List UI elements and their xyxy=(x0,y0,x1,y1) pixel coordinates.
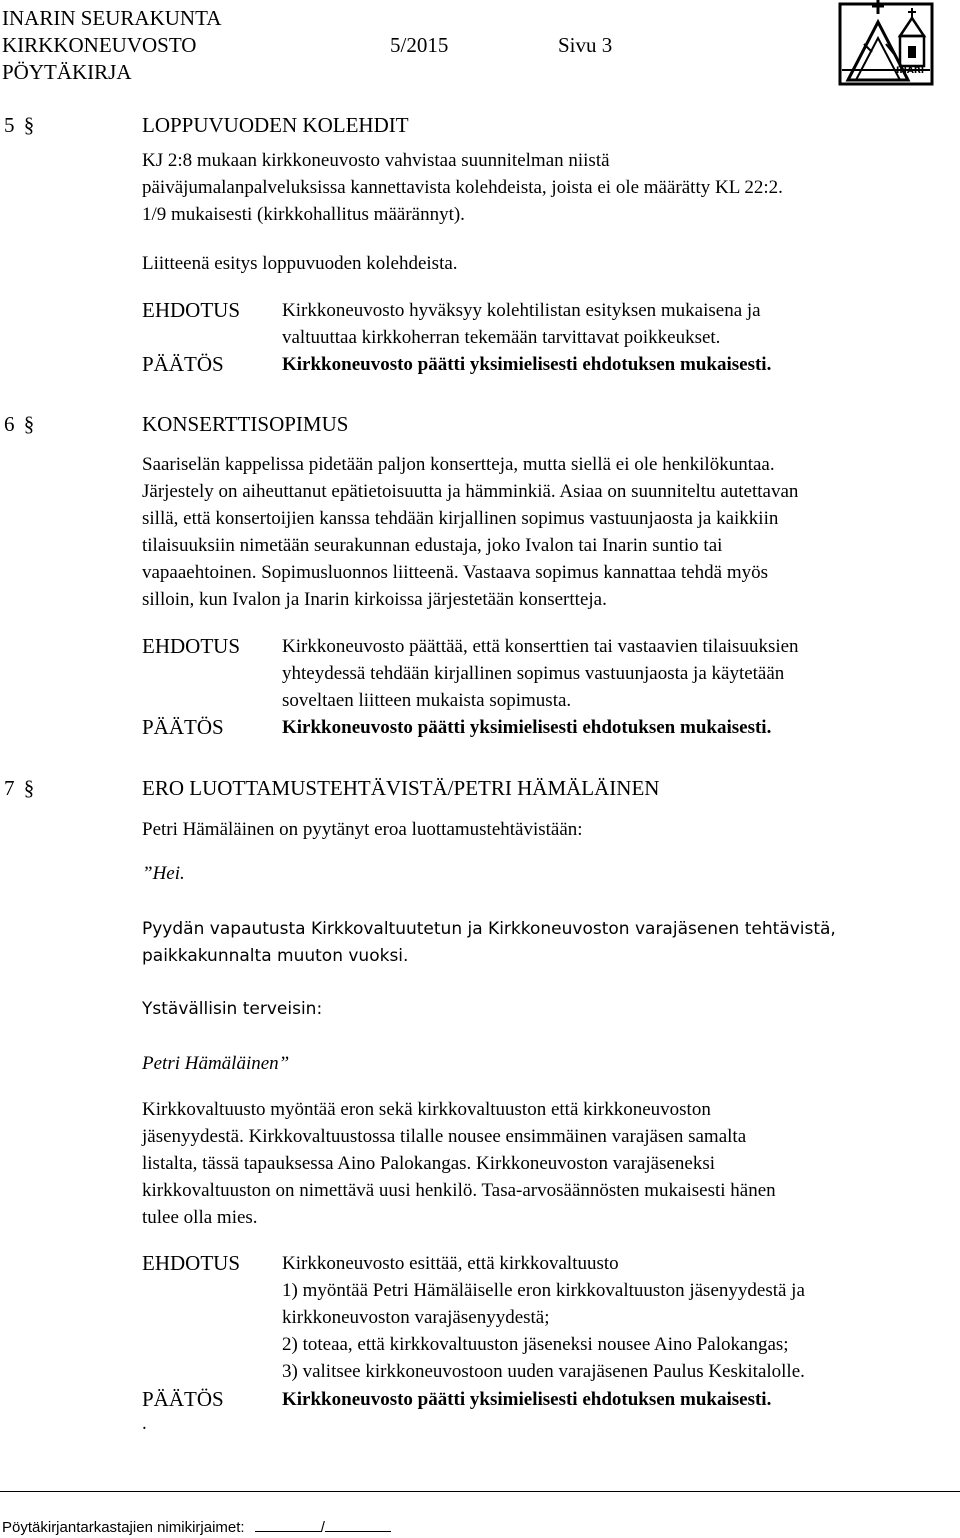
section-title: KONSERTTISOPIMUS xyxy=(142,412,349,436)
letter-body: Pyydän vapautusta Kirkkovaltuutetun ja Kirkkoneuvoston varajäsenen tehtävistä, paikkakunnalta muuton vuoksi. xyxy=(142,919,836,966)
proposal-label: EHDOTUS xyxy=(142,1251,240,1275)
section-paragraph: KJ 2:8 mukaan kirkkoneuvosto vahvistaa suunnitelman niistä päiväjumalanpalveluksissa kannettavista kolehdeista, joista ei ole määrätty KL 22:2. 1/9 mukaisesti (kirkkohallitus määrännyt). xyxy=(142,150,783,225)
decision-label: PÄÄTÖS xyxy=(142,715,224,739)
footer-label: Pöytäkirjantarkastajien nimikirjaimet: xyxy=(2,1519,245,1536)
page-number: Sivu 3 xyxy=(558,33,613,57)
org-name: INARIN SEURAKUNTA xyxy=(2,6,222,30)
parish-logo xyxy=(838,0,934,92)
letter-signature: Petri Hämäläinen” xyxy=(142,1053,290,1074)
initials-field-1 xyxy=(255,1513,321,1532)
decision-text: Kirkkoneuvosto päätti yksimielisesti ehdotuksen mukaisesti. xyxy=(282,1389,772,1410)
section-number: 5 § xyxy=(4,113,35,137)
initials-separator: / xyxy=(320,1519,325,1536)
section-paragraph: Saariselän kappelissa pidetään paljon konsertteja, mutta siellä ei ole henkilökuntaa. Järjestely on aiheuttanut epätietoisuutta ja hämminkiä. Asiaa on suunniteltu autettavan sillä, että konsertoijien kanssa tehdään kirjallinen sopimus vastuunjaosta ja kaikkiin tilaisuuksiin nimetään seurakunnan edustaja, joko Ivalon tai Inarin suntio tai vapaaehtoinen. Sopimusluonnos liitteenä. Vastaava sopimus kannattaa tehdä myös silloin, kun Ivalon ja Inarin kirkoissa järjestetään konsertteja. xyxy=(142,454,799,610)
letter-closing: Ystävällisin terveisin: xyxy=(142,999,323,1019)
proposal-label: EHDOTUS xyxy=(142,634,240,658)
trailing-dot: . xyxy=(142,1413,147,1434)
section-paragraph: Kirkkovaltuusto myöntää eron sekä kirkkovaltuuston että kirkkoneuvoston jäsenyydestä. Kirkkovaltuustossa tilalle nousee ensimmäinen varajäsen samalta listalta, tässä tapauksessa Aino Palokangas. Kirkkoneuvoston varajäseneksi kirkkovaltuuston on nimettävä uusi henkilö. Tasa-arvosäännösten mukaisesti hänen tulee olla mies. xyxy=(142,1099,776,1228)
footer xyxy=(2,1513,391,1538)
document-date: 5/2015 xyxy=(390,33,449,57)
footer-divider xyxy=(0,1491,960,1492)
decision-text: Kirkkoneuvosto päätti yksimielisesti ehdotuksen mukaisesti. xyxy=(282,717,772,738)
proposal-text: Kirkkoneuvosto päättää, että konserttien tai vastaavien tilaisuuksien yhteydessä tehdään kirjallinen sopimus vastuunjaosta ja käytetään soveltaen liitteen mukaista sopimusta. xyxy=(282,636,799,711)
body-name: KIRKKONEUVOSTO xyxy=(2,33,197,57)
proposal-text: Kirkkoneuvosto hyväksyy kolehtilistan esityksen mukaisena ja valtuuttaa kirkkoherran tekemään tarvittavat poikkeukset. xyxy=(282,300,761,348)
section-paragraph: Liitteenä esitys loppuvuoden kolehdeista. xyxy=(142,253,458,274)
section-title: LOPPUVUODEN KOLEHDIT xyxy=(142,113,409,137)
church-logo-icon xyxy=(838,0,934,92)
decision-label: PÄÄTÖS xyxy=(142,1387,224,1411)
decision-label: PÄÄTÖS xyxy=(142,352,224,376)
section-number: 6 § xyxy=(4,412,35,436)
section-title: ERO LUOTTAMUSTEHTÄVISTÄ/PETRI HÄMÄLÄINEN xyxy=(142,776,660,800)
document-type: PÖYTÄKIRJA xyxy=(2,60,132,84)
letter-greeting: ”Hei. xyxy=(142,863,185,884)
logo-text: INARI xyxy=(896,66,925,76)
initials-field-2 xyxy=(325,1513,391,1532)
decision-text: Kirkkoneuvosto päätti yksimielisesti ehdotuksen mukaisesti. xyxy=(282,354,772,375)
proposal-text: Kirkkoneuvosto esittää, että kirkkovaltuusto 1) myöntää Petri Hämäläiselle eron kirkkovaltuuston jäsenyydestä ja kirkkoneuvoston varajäsenyydestä; 2) toteaa, että kirkkovaltuuston jäseneksi nousee Aino Palokangas; 3) valitsee kirkkoneuvostoon uuden varajäsenen Paulus Keskitalolle. xyxy=(282,1253,805,1382)
proposal-label: EHDOTUS xyxy=(142,298,240,322)
section-number: 7 § xyxy=(4,776,35,800)
section-intro: Petri Hämäläinen on pyytänyt eroa luottamustehtävistään: xyxy=(142,819,583,840)
